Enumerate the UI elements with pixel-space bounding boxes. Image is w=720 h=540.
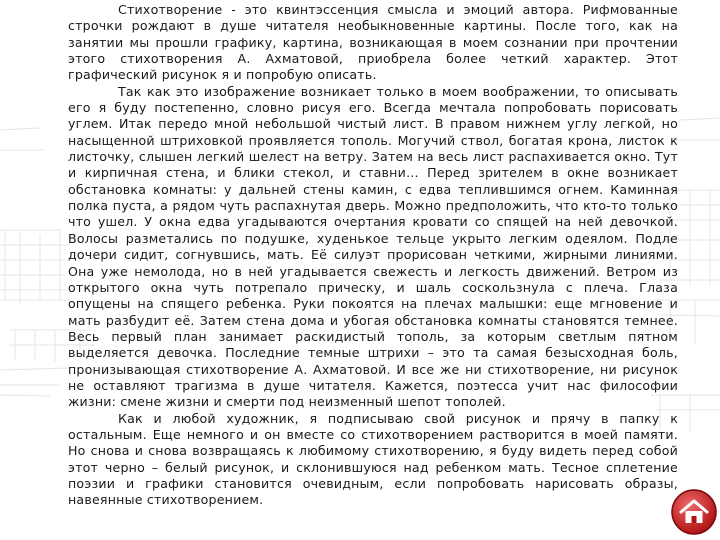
home-icon — [670, 488, 718, 536]
essay-text — [68, 2, 678, 509]
paragraph-description: Так как это изображение возникает только в моем воображении, то описывать его я буду постепенно, словно рисуя его. Всегда мечтала попробовать порисовать углем. Итак передо мной небольшой чистый лист. В правом нижнем углу легкой, но насыщенной штриховкой проявляется тополь. Могучий ствол, богатая крона, листок к листочку, слышен легкий шелест на ветру. Затем на весь лист распахивается окно. Тут и кирпичная стена, и блики стекол, и ставни… Перед зрителем в окне возникает обстановка комнаты: у дальней стены камин, с едва теплившимся огнем. Каминная полка пуста, а рядом чуть распахнутая дверь. Можно предположить, что кто-то только что ушел. У окна едва угадываются очертания кровати со спящей на ней девочкой. Волосы разметались по подушке, худенькое тельце укрыто легким одеялом. Подле дочери сидит, согнувшись, мать. Её силуэт прорисован четкими, жирными линиями. Она уже немолода, но в ней угадывается свежесть и легкость движений. Ветром из открытого окна чуть потрепало прическу, и шаль соскользнула с плеча. Глаза опущены на спящего ребенка. Руки покоятся на плечах малышки: еще мгновение и мать разбудит её. Затем стена дома и убогая обстановка комнаты становятся темнее. Весь первый план занимает раскидистый тополь, за которым светлым пятном выделяется девочка. Последние темные штрихи – это та самая безысходная боль, пронизывающая стихотворение А. Ахматовой. И все же ни стихотворение, ни рисунок не оставляют трагизма в душе читателя. Кажется, поэтесса учит нас философии жизни: смене жизни и смерти под неизменный шепот тополей. — [68, 83, 678, 410]
paragraph-intro: Стихотворение - это квинтэссенция смысла и эмоций автора. Рифмованные строчки рождают в душе читателя необыкновенные картины. После того, как на занятии мы прошли графику, картина, возникающая в моем сознании при прочтении этого стихотворения А. Ахматовой, приобрела более четкий характер. Этот графический рисунок я и попробую описать. — [68, 2, 678, 83]
paragraph-conclusion: Как и любой художник, я подписываю свой рисунок и прячу в папку к остальным. Еще немного и он вместе со стихотворением растворится в моей памяти. Но снова и снова возвращаясь к любимому стихотворению, я буду видеть перед собой этот черно – белый рисунок, и склонившуюся над ребенком мать. Тесное сплетение поэзии и графики становится очевидным, если попробовать нарисовать образы, навеянные стихотворением. — [68, 410, 678, 508]
home-button[interactable] — [670, 488, 718, 536]
